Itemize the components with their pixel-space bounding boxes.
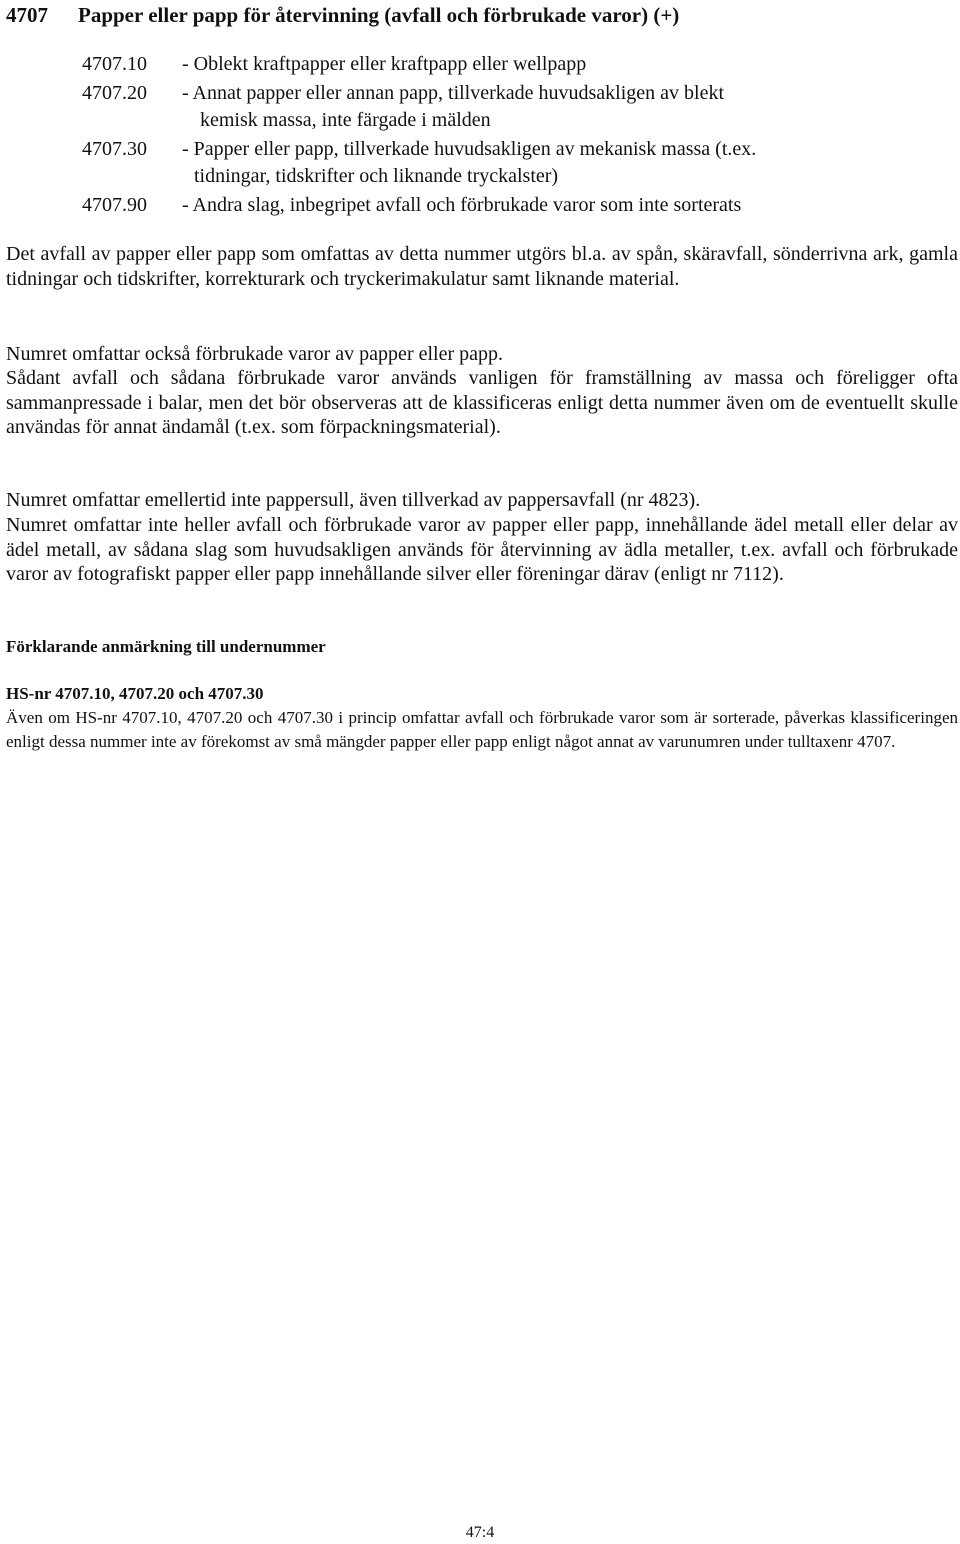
- subheading-code: 4707.10: [82, 53, 147, 75]
- subheading-code: 4707.20: [82, 82, 147, 104]
- paragraph-used-goods-detail: Sådant avfall och sådana förbrukade varor används vanligen för framställning av massa och föreligger ofta sammanpressade i balar, men det bör observeras att de klassificeras enligt detta nummer även om de eventuellt skulle användas för annat ändamål (t.ex. som förpackningsmaterial).: [6, 367, 958, 439]
- page-number: 47:4: [465, 1524, 495, 1541]
- subheading-code: 4707.90: [82, 194, 147, 216]
- hs-subheading-text: Även om HS-nr 4707.10, 4707.20 och 4707.30 i princip omfattar avfall och förbrukade varor som är sorterade, påverkas klassificeringen enligt dessa nummer inte av förekomst av små mängder papper eller papp enligt något annat av varunumren under tulltaxenr 4707.: [6, 708, 958, 751]
- heading-title: Papper eller papp för återvinning (avfall och förbrukade varor) (+): [78, 3, 680, 27]
- hs-subheading-title: HS-nr 4707.10, 4707.20 och 4707.30: [6, 684, 264, 703]
- subheading-code: 4707.30: [82, 138, 147, 160]
- paragraph-used-goods-intro: Numret omfattar också förbrukade varor av papper eller papp.: [6, 343, 504, 365]
- paragraph-exclusion-precious-metal: Numret omfattar inte heller avfall och förbrukade varor av papper eller papp, innehållande ädel metall eller delar av ädel metall, av sådana slag som huvudsakligen används för återvinning av ädla metaller, t.ex. avfall och förbrukade varor av fotografiskt papper eller papp innehållande silver eller föreningar därav (enligt nr 7112).: [6, 514, 958, 586]
- subheading-continuation: tidningar, tidskrifter och liknande tryckalster): [194, 165, 559, 187]
- paragraph-waste-description: Det avfall av papper eller papp som omfattas av detta nummer utgörs bl.a. av spån, skäravfall, sönderrivna ark, gamla tidningar och tidskrifter, korrekturark och tryckerimakulatur samt liknande material.: [6, 243, 958, 290]
- paragraph-exclusion-paper-wool: Numret omfattar emellertid inte pappersull, även tillverkad av pappersavfall (nr 4823).: [6, 489, 701, 511]
- subheading-text: - Papper eller papp, tillverkade huvudsakligen av mekanisk massa (t.ex.: [182, 138, 757, 160]
- subheading-text: - Andra slag, inbegripet avfall och förbrukade varor som inte sorterats: [182, 194, 742, 216]
- heading-number: 4707: [6, 3, 48, 27]
- subheading-text: - Annat papper eller annan papp, tillverkade huvudsakligen av blekt: [182, 82, 725, 104]
- subheading-text: - Oblekt kraftpapper eller kraftpapp eller wellpapp: [182, 53, 587, 75]
- subheading-continuation: kemisk massa, inte färgade i mälden: [200, 109, 491, 131]
- heading: [6, 3, 679, 28]
- notes-section-title: Förklarande anmärkning till undernummer: [6, 637, 326, 656]
